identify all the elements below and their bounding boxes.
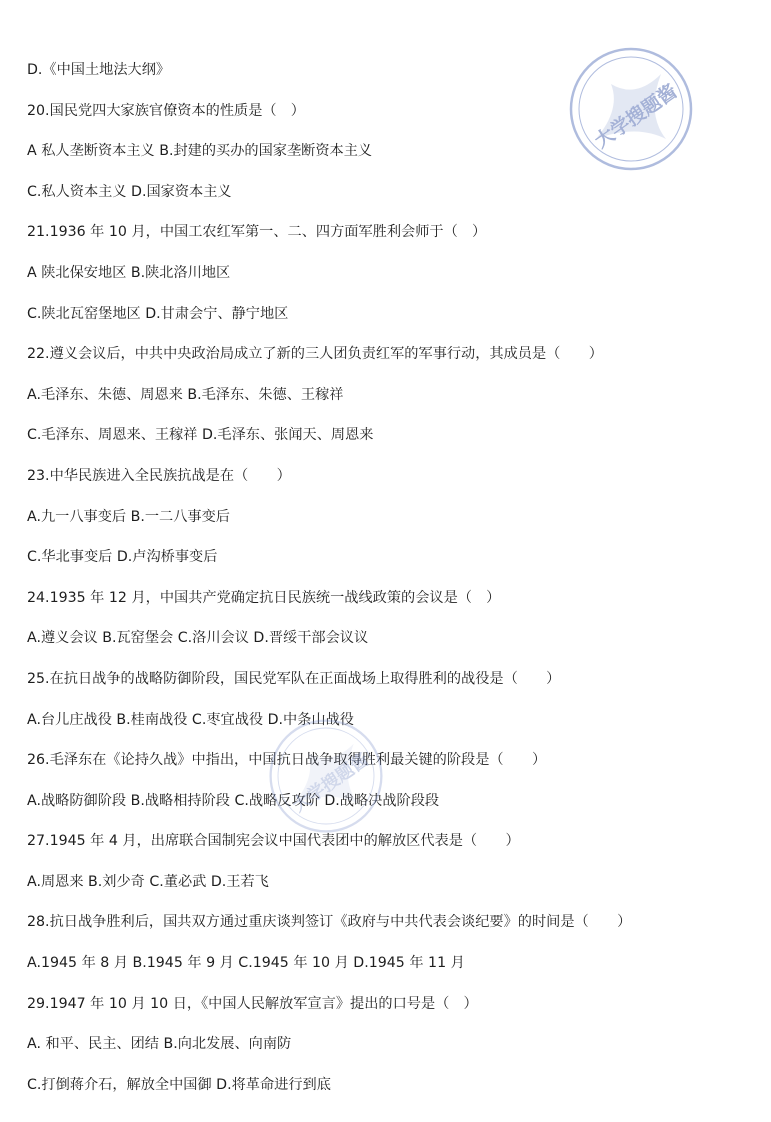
answer-option-line: C.陕北瓦窑堡地区 D.甘肃会宁、静宁地区	[27, 305, 289, 322]
answer-option-line: A.毛泽东、朱德、周恩来 B.毛泽东、朱德、王稼祥	[27, 386, 344, 403]
answer-option-line: A. 和平、民主、团结 B.向北发展、向南防	[27, 1036, 292, 1053]
answer-option-line: A.周恩来 B.刘少奇 C.董必武 D.王若飞	[27, 873, 269, 890]
watermark-stamp-faint	[266, 716, 386, 836]
answer-option-line: A.1945 年 8 月 B.1945 年 9 月 C.1945 年 10 月 D.1945 年 11 月	[27, 955, 465, 972]
stamp-seal-icon	[266, 716, 386, 836]
answer-option-line: C.打倒蒋介石，解放全中国御 D.将革命进行到底	[27, 1076, 331, 1093]
answer-option-line: A 陕北保安地区 B.陕北洛川地区	[27, 264, 231, 281]
question-23: 23.中华民族进入全民族抗战是在（ ）	[27, 467, 291, 484]
question-20: 20.国民党四大家族官僚资本的性质是（ ）	[27, 102, 305, 119]
watermark-stamp	[566, 44, 696, 174]
answer-option-line: D.《中国土地法大纲》	[27, 62, 171, 78]
question-25: 25.在抗日战争的战略防御阶段，国民党军队在正面战场上取得胜利的战役是（ ）	[27, 670, 561, 687]
answer-option-line: A 私人垄断资本主义 B.封建的买办的国家垄断资本主义	[27, 143, 373, 160]
question-29: 29.1947 年 10 月 10 日，《中国人民解放军宣言》提出的口号是（ ）	[27, 995, 478, 1012]
answer-option-line: C.私人资本主义 D.国家资本主义	[27, 183, 232, 200]
stamp-seal-icon	[566, 44, 696, 174]
question-27: 27.1945 年 4 月，出席联合国制宪会议中国代表团中的解放区代表是（ ）	[27, 833, 520, 850]
answer-option-line: C.毛泽东、周恩来、王稼祥 D.毛泽东、张闻天、周恩来	[27, 427, 374, 444]
question-list	[27, 58, 757, 1113]
answer-option-line: A.遵义会议 B.瓦窑堡会 C.洛川会议 D.晋绥干部会议议	[27, 630, 369, 647]
answer-option-line: A.九一八事变后 B.一二八事变后	[27, 508, 230, 525]
svg-text:大学搜题酱: 大学搜题酱	[289, 749, 373, 817]
question-26: 26.毛泽东在《论持久战》中指出，中国抗日战争取得胜利最关键的阶段是（ ）	[27, 752, 547, 769]
question-21: 21.1936 年 10 月，中国工农红军第一、二、四方面军胜利会师于（ ）	[27, 224, 487, 241]
answer-option-line: A.战略防御阶段 B.战略相持阶段 C.战略反攻阶 D.战略决战阶段段	[27, 792, 440, 809]
question-24: 24.1935 年 12 月，中国共产党确定抗日民族统一战线政策的会议是（ ）	[27, 589, 501, 606]
answer-option-line: A.台儿庄战役 B.桂南战役 C.枣宜战役 D.中条山战役	[27, 711, 354, 728]
question-22: 22.遵义会议后，中共中央政治局成立了新的三人团负责红军的军事行动，其成员是（ ）	[27, 346, 603, 363]
answer-option-line: C.华北事变后 D.卢沟桥事变后	[27, 549, 218, 566]
svg-text:大学搜题酱: 大学搜题酱	[590, 80, 682, 153]
question-28: 28.抗日战争胜利后，国共双方通过重庆谈判签订《政府与中共代表会谈纪要》的时间是（ ）	[27, 914, 632, 931]
